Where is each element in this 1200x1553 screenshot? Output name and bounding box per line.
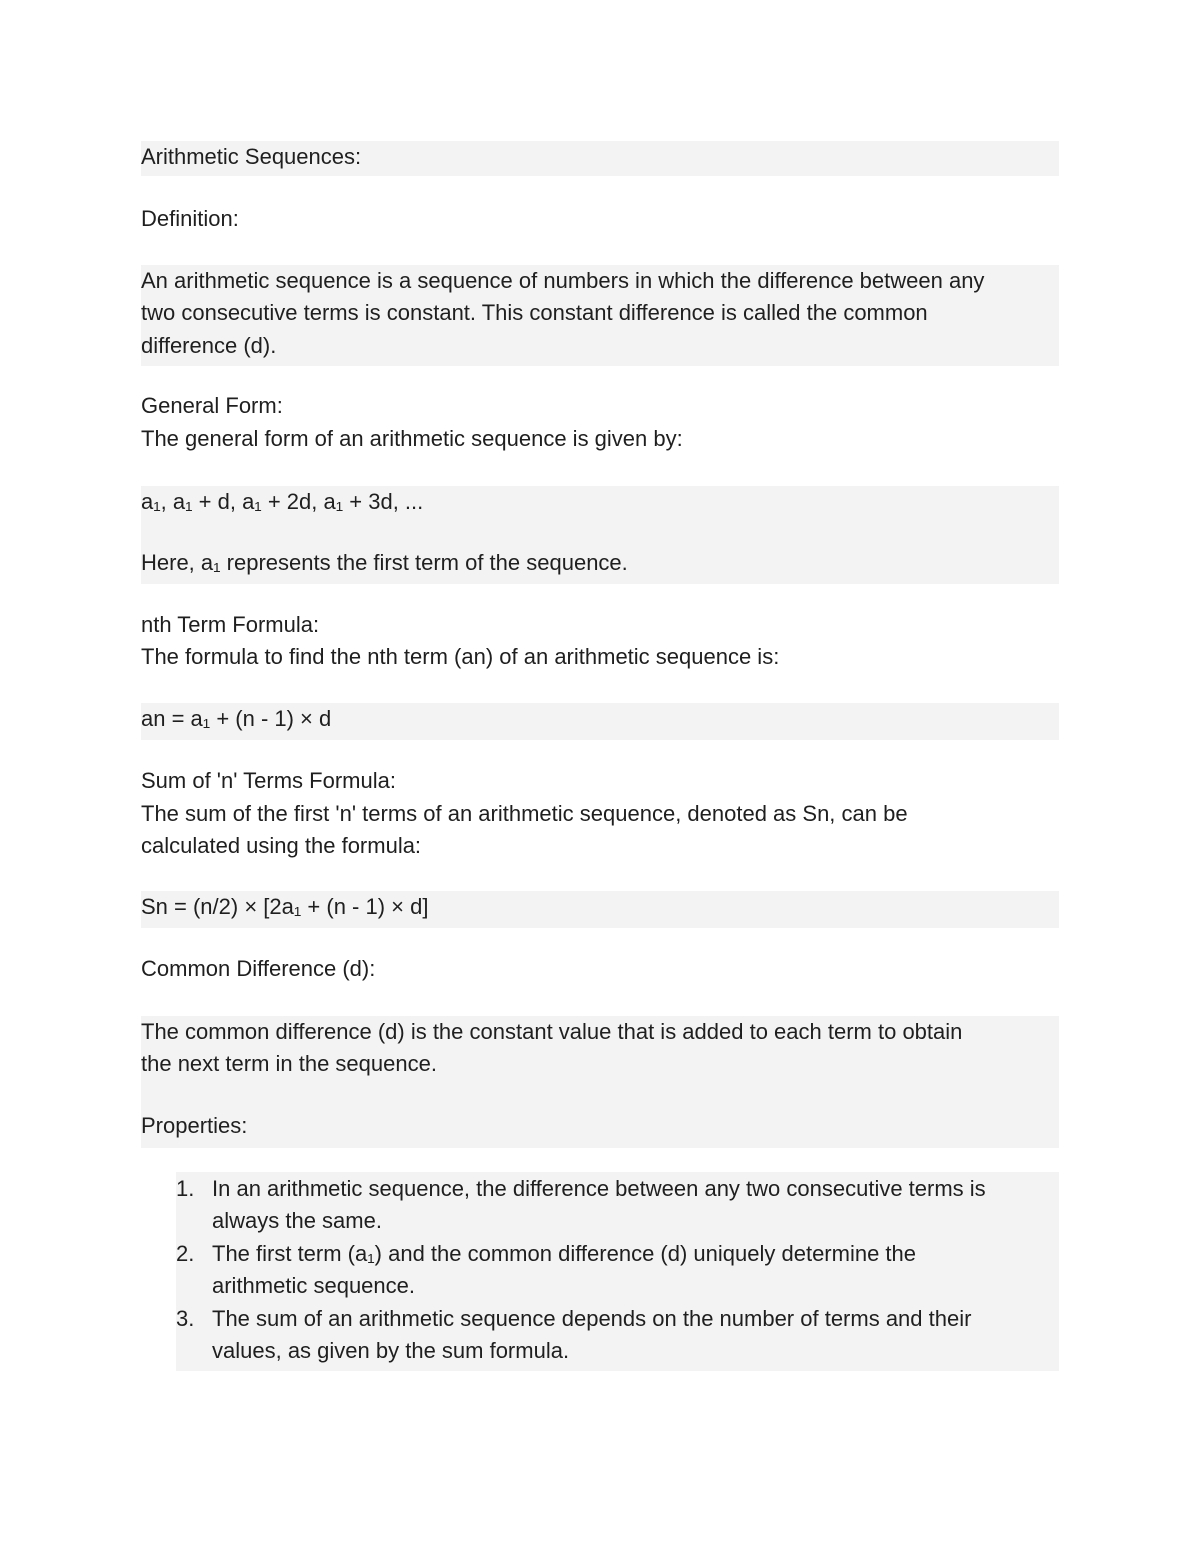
nth-term-intro: The formula to find the nth term (an) of an arithmetic sequence is: [141, 644, 780, 669]
sum-intro-line: The sum of the first 'n' terms of an arithmetic sequence, denoted as Sn, can be [141, 801, 908, 826]
list-item-number: 3. [176, 1306, 195, 1331]
definition-heading: Definition: [141, 206, 239, 231]
general-form-heading: General Form: [141, 393, 283, 418]
page-title: Arithmetic Sequences: [141, 144, 362, 169]
common-difference-line: The common difference (d) is the constant value that is added to each term to obtain [141, 1019, 963, 1044]
list-item-number: 2. [176, 1241, 195, 1266]
list-item-line: The first term (a₁) and the common difference (d) uniquely determine the [212, 1241, 917, 1266]
sum-heading: Sum of 'n' Terms Formula: [141, 768, 396, 793]
list-item-line: arithmetic sequence. [212, 1273, 415, 1298]
nth-term-formula: an = a₁ + (n - 1) × d [141, 706, 332, 731]
list-item-line: In an arithmetic sequence, the difference between any two consecutive terms is [212, 1176, 986, 1201]
list-item-line: values, as given by the sum formula. [212, 1338, 570, 1363]
definition-line: two consecutive terms is constant. This constant difference is called the common [141, 300, 928, 325]
sum-intro-line: calculated using the formula: [141, 833, 422, 858]
sum-formula: Sn = (n/2) × [2a₁ + (n - 1) × d] [141, 894, 429, 919]
general-form-note: Here, a₁ represents the first term of the sequence. [141, 550, 628, 575]
common-difference-line: the next term in the sequence. [141, 1051, 437, 1076]
properties-heading: Properties: [141, 1113, 248, 1138]
definition-line: An arithmetic sequence is a sequence of numbers in which the difference between any [141, 268, 985, 293]
list-item-line: always the same. [212, 1208, 382, 1233]
general-form-expression: a₁, a₁ + d, a₁ + 2d, a₁ + 3d, ... [141, 489, 424, 514]
list-item-line: The sum of an arithmetic sequence depends on the number of terms and their [212, 1306, 972, 1331]
nth-term-heading: nth Term Formula: [141, 612, 320, 637]
definition-line: difference (d). [141, 333, 277, 358]
general-form-intro: The general form of an arithmetic sequence is given by: [141, 426, 683, 451]
list-item-number: 1. [176, 1176, 195, 1201]
common-difference-heading: Common Difference (d): [141, 956, 376, 981]
